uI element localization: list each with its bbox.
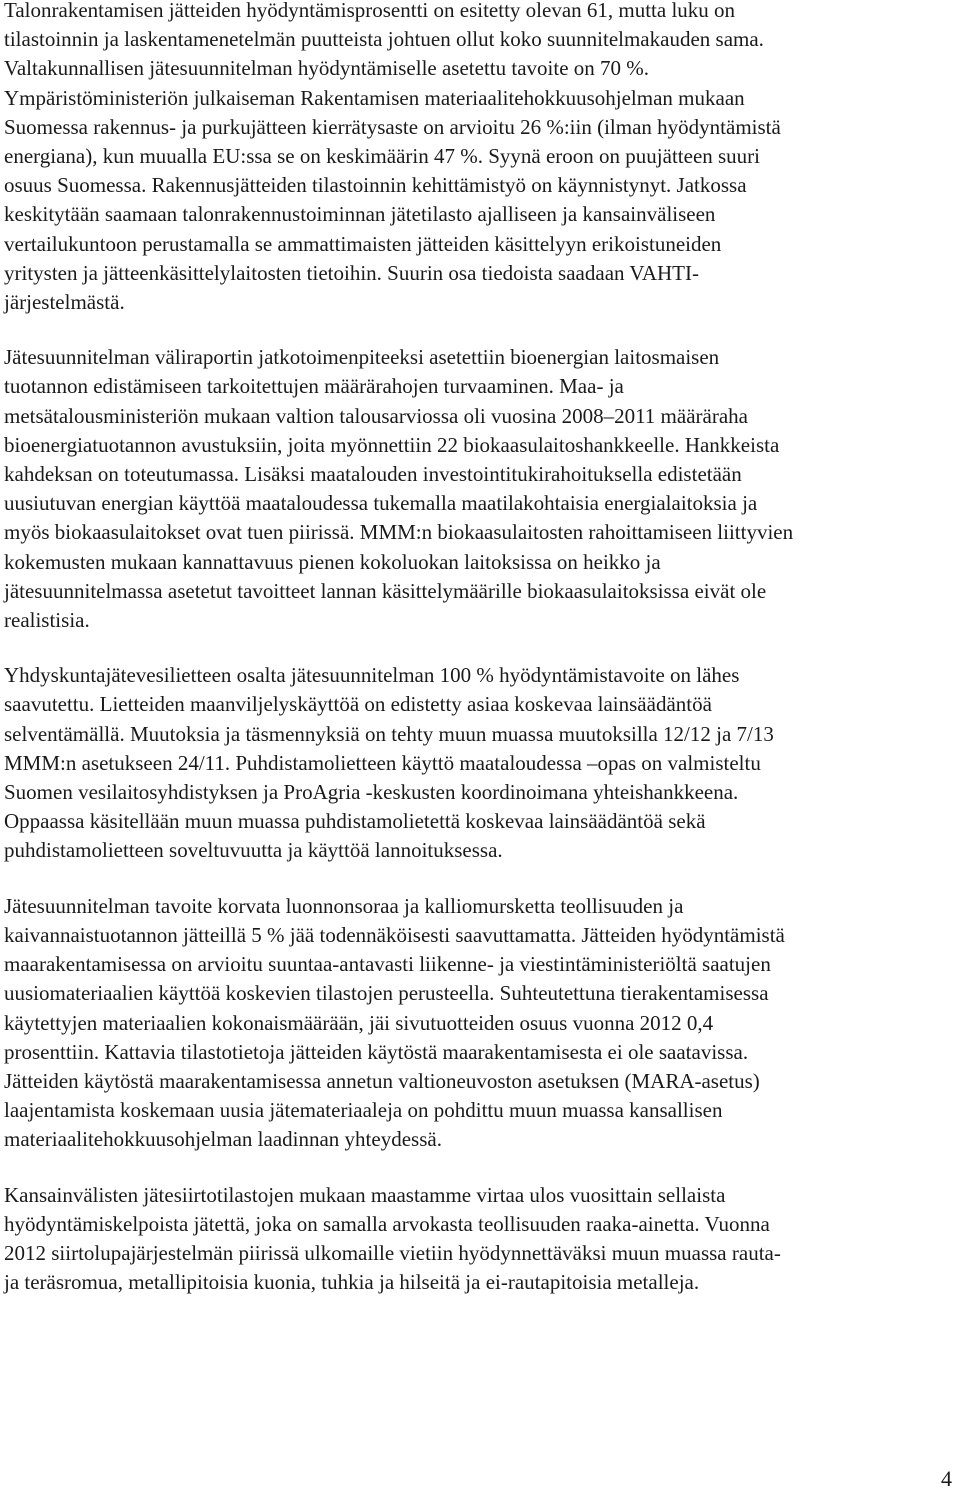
paragraph-earth-construction: Jätesuunnitelman tavoite korvata luonnonsoraa ja kalliomursketta teollisuuden ja kaivannaistuotannon jätteillä 5 % jää todennäköisesti saavuttamatta. Jätteiden hyödyntämistä maarakentamisessa on arvioitu suuntaa-antavasti liikenne- ja viestintäministeriöltä saatujen uusiomateriaalien käyttöä koskevien tilastojen perusteella. Suhteutettuna tierakentamisessa käytettyjen materiaalien kokonaismäärään, jäi sivutuotteiden osuus vuonna 2012 0,4 prosenttiin. Kattavia tilastotietoja jätteiden käytöstä maarakentamisesta ei ole saatavissa. Jätteiden käytöstä maarakentamisessa annetun valtioneuvoston asetuksen (MARA-asetus) laajentamista koskemaan uusia jätemateriaaleja on pohdittu muun muassa kansallisen materiaalitehokkuusohjelman laadinnan yhteydessä. [4,893,785,1152]
paragraph-construction-waste: Talonrakentamisen jätteiden hyödyntämisprosentti on esitetty olevan 61, mutta luku on tilastoinnin ja laskentamenetelmän puutteista johtuen ollut koko suunnitelmakauden sama. Valtakunnallisen jätesuunnitelman hyödyntämiselle asetettu tavoite on 70 %. Ympäristöministeriön julkaiseman Rakentamisen materiaalitehokkuusohjelman mukaan Suomessa rakennus- ja purkujätteen kierrätysaste on arvioitu 26 %:iin (ilman hyödyntämistä energiana), kun muualla EU:ssa se on keskimäärin 47 %. Syynä eroon on puujätteen suuri osuus Suomessa. Rakennusjätteiden tilastoinnin kehittämistyö on käynnistynyt. Jatkossa keskitytään saamaan talonrakennustoiminnan jätetilasto ajalliseen ja kansainväliseen vertailukuntoon perustamalla se ammattimaisten jätteiden käsittelyyn erikoistuneiden yritysten ja jätteenkäsittelylaitosten tietoihin. Suurin osa tiedoista saadaan VAHTI- järjestelmästä. [4,0,781,315]
paragraph-waste-shipments: Kansainvälisten jätesiirtotilastojen mukaan maastamme virtaa ulos vuosittain sellaista hyödyntämiskelpoista jätettä, joka on samalla arvokasta teollisuuden raaka-ainetta. Vuonna 2012 siirtolupajärjestelmän piirissä ulkomaille vietiin hyödynnettäväksi muun muassa rauta- ja teräsromua, metallipitoisia kuonia, tuhkia ja hilseitä ja ei-rautapitoisia metalleja. [4,1182,781,1295]
paragraph-sewage-sludge: Yhdyskuntajätevesilietteen osalta jätesuunnitelman 100 % hyödyntämistavoite on lähes saavutettu. Lietteiden maanviljelyskäyttöä on edistetty asiaa koskevaa lainsäädäntöä selventämällä. Muutoksia ja täsmennyksiä on tehty muun muassa muutoksilla 12/12 ja 7/13 MMM:n asetukseen 24/11. Puhdistamolietteen käyttö maataloudessa –opas on valmisteltu Suomen vesilaitosyhdistyksen ja ProAgria -keskusten koordinoimana yhteishankkeena. Oppaassa käsitellään muun muassa puhdistamolietettä koskevaa lainsäädäntöä sekä puhdistamolietteen soveltuvuutta ja käyttöä lannoituksessa. [4,663,774,863]
document-page [4,0,956,1323]
paragraph-bioenergy: Jätesuunnitelman väliraportin jatkotoimenpiteeksi asetettiin bioenergian laitosmaisen tuotannon edistämiseen tarkoitettujen määrärahojen turvaaminen. Maa- ja metsätalousministeriön mukaan valtion talousarviossa oli vuosina 2008–2011 määräraha bioenergiatuotannon avustuksiin, joita myönnettiin 22 biokaasulaitoshankkeelle. Hankkeista kahdeksan on toteutumassa. Lisäksi maatalouden investointitukirahoituksella edistetään uusiutuvan energian käyttöä maataloudessa tukemalla maatilakohtaisia energialaitoksia ja myös biokaasulaitokset ovat tuen piirissä. MMM:n biokaasulaitosten rahoittamiseen liittyvien kokemusten mukaan kannattavuus pienen kokoluokan laitoksissa on heikko ja jätesuunnitelmassa asetetut tavoitteet lannan käsittelymäärille biokaasulaitoksissa eivät ole realistisia. [4,345,794,633]
page-number: 4 [941,1466,952,1491]
